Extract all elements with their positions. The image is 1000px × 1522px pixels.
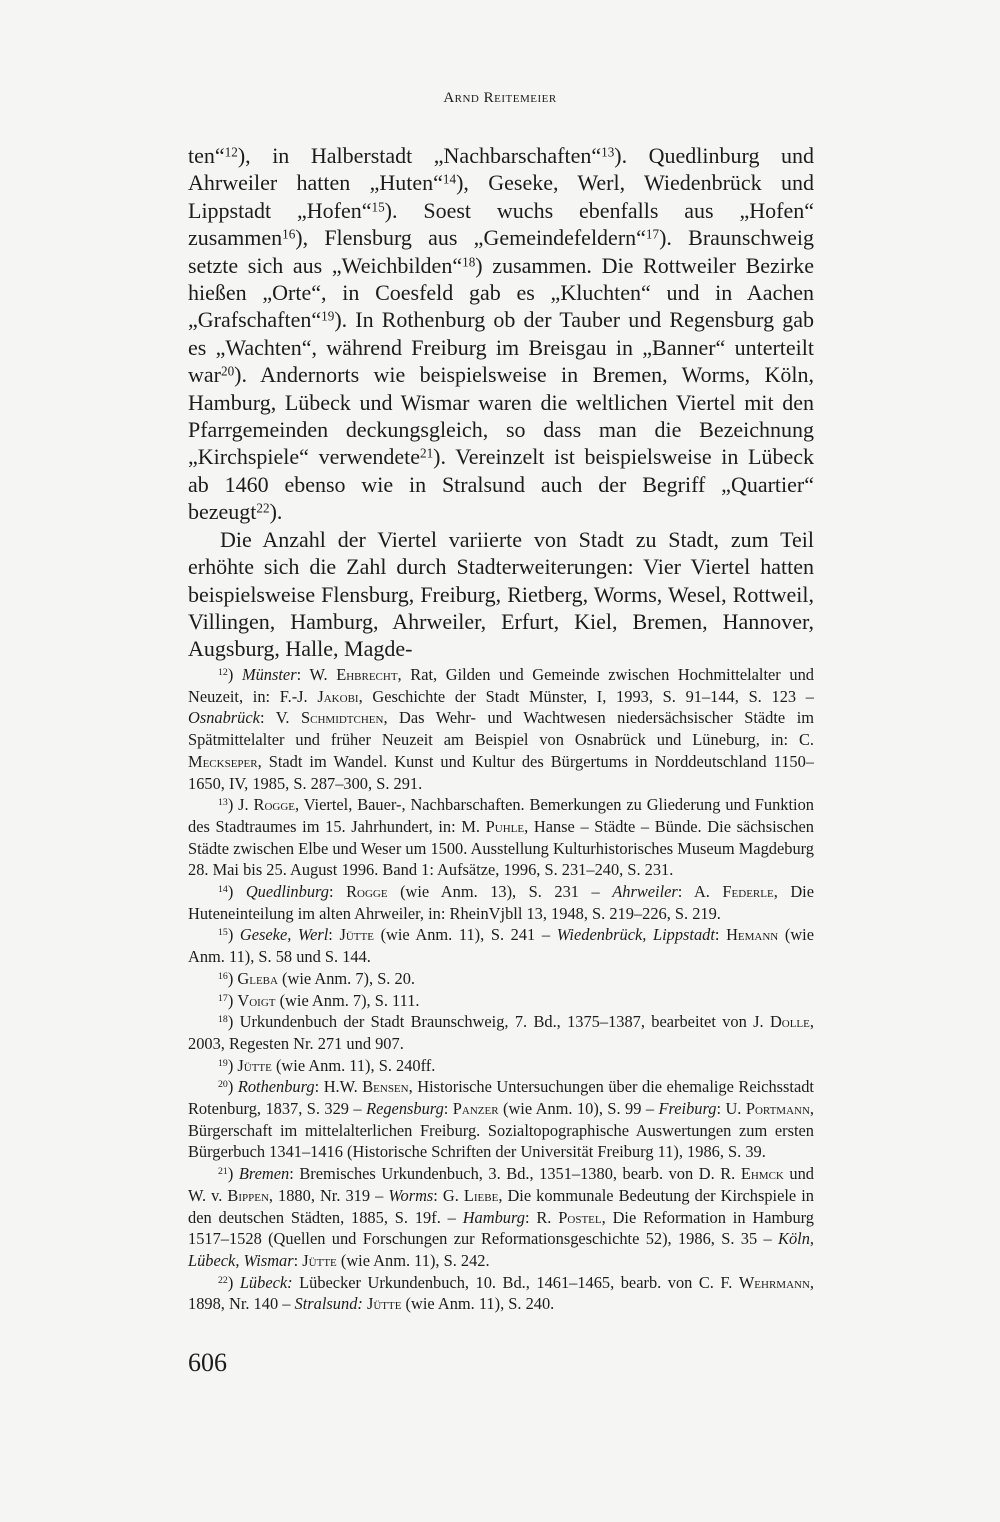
- author-name: Puhle: [485, 816, 525, 836]
- text-run: (wie Anm. 7), S. 20.: [277, 968, 415, 988]
- author-name: Dolle: [769, 1012, 810, 1032]
- note-reference: 14: [442, 171, 457, 187]
- note-reference: 21: [218, 1166, 228, 1178]
- note-reference: 20: [218, 1079, 228, 1091]
- text-run: ) Urkundenbuch der Stadt Braunschweig, 7. Bd., 1375–1387, bearbeitet von J.: [227, 1012, 770, 1032]
- italic-text: Wiedenbrück, Lippstadt: [556, 925, 715, 945]
- text-run: ): [227, 1164, 239, 1184]
- text-run: ): [227, 1077, 238, 1097]
- text-run: : H.W.: [314, 1077, 363, 1097]
- text-run: (wie Anm. 11), S. 241 –: [373, 925, 557, 945]
- text-run: :: [328, 925, 340, 945]
- author-name: Panzer: [452, 1099, 499, 1119]
- note-reference: 17: [645, 226, 660, 242]
- text-run: , Das Wehr- und Wachtwesen niedersächsischer Städte im Spätmittelalter und früher Neuzeit am Beispiel von Osnabrück und Lüneburg, in: C.: [188, 708, 814, 750]
- author-name: Jakobi: [317, 686, 359, 706]
- footnote-16: [188, 968, 814, 990]
- text-run: ) zusammen. Die Rottweiler Bezirke hießen „Orte“, in Coesfeld gab es „Kluchten“ und in Aachen „Grafschaften“: [188, 252, 814, 333]
- footnote-19: [188, 1055, 814, 1077]
- text-run: ). Vereinzelt ist beispielsweise in Lübeck ab 1460 ebenso wie in Stralsund auch der Begriff „Quartier“ bezeugt: [188, 444, 814, 525]
- text-run: : A.: [677, 882, 723, 902]
- text-run: (wie Anm. 11), S. 242.: [336, 1250, 490, 1270]
- text-run: (wie Anm. 13), S. 231 –: [387, 882, 613, 902]
- text-run: (wie Anm. 11), S. 58 und S. 144.: [188, 925, 814, 967]
- text-run: :: [293, 1250, 303, 1270]
- text-run: ): [227, 968, 238, 988]
- note-reference: 19: [321, 308, 335, 324]
- note-reference: 18: [218, 1014, 228, 1026]
- author-name: Postel: [558, 1207, 602, 1227]
- note-reference: 19: [218, 1057, 228, 1069]
- footnote-15: [188, 924, 814, 967]
- author-name: Jütte: [366, 1294, 402, 1314]
- text-run: , 1898, Nr. 140 –: [188, 1272, 815, 1314]
- paragraph-2: [188, 526, 814, 663]
- text-run: ).: [269, 499, 283, 525]
- note-reference: 13: [218, 797, 228, 809]
- paragraph-1: [188, 142, 814, 526]
- note-reference: 16: [218, 970, 228, 982]
- italic-text: Regensburg: [366, 1099, 444, 1119]
- author-name: Jütte: [237, 1055, 272, 1075]
- text-run: , Viertel, Bauer-, Nachbarschaften. Bemerkungen zu Gliederung und Funktion des Stadtraumes im 15. Jahrhundert, in: M.: [188, 795, 814, 836]
- text-run: ): [227, 1055, 238, 1075]
- text-run: (wie Anm. 11), S. 240.: [401, 1294, 555, 1314]
- italic-text: Hamburg: [462, 1207, 525, 1227]
- text-run: , Stadt im Wandel. Kunst und Kultur des Bürgertums in Norddeutschland 1150–1650, IV, 1985, S. 287–300, S. 291.: [188, 751, 814, 793]
- text-run: ): [227, 1272, 240, 1292]
- text-run: (wie Anm. 10), S. 99 –: [498, 1099, 659, 1119]
- text-run: :: [328, 882, 347, 902]
- italic-text: Bremen: [238, 1164, 290, 1184]
- author-name: Gleba: [237, 968, 278, 988]
- author-name: Jütte: [302, 1250, 337, 1270]
- text-run: ). Quedlinburg und Ahrweiler hatten „Huten“: [188, 143, 814, 196]
- italic-text: Freiburg: [658, 1099, 717, 1119]
- note-reference: 13: [601, 144, 615, 160]
- text-run: : V.: [259, 708, 302, 728]
- main-text: [188, 142, 814, 663]
- text-run: ), in Halberstadt „Nachbarschaften“: [237, 143, 602, 168]
- text-run: Lübecker Urkundenbuch, 10. Bd., 1461–1465, bearb. von C. F.: [292, 1272, 739, 1292]
- running-head: Arnd Reitemeier: [443, 90, 557, 106]
- text-run: , Die Reformation in Hamburg 1517–1528 (Quellen und Forschungen zur Reformationsgeschichte 52), 1986, S. 35 –: [188, 1207, 815, 1249]
- text-run: ten“: [188, 143, 225, 168]
- text-run: ) J.: [227, 795, 254, 815]
- text-run: ): [227, 925, 240, 945]
- text-run: ): [227, 665, 242, 684]
- text-run: :: [443, 1099, 453, 1119]
- text-run: , Rat, Gilden und Gemeinde zwischen Hochmittelalter und Neuzeit, in: F.-J.: [188, 665, 814, 706]
- footnote-12: [188, 664, 814, 794]
- text-run: , Die Huteneinteilung im alten Ahrweiler, in: RheinVjbll 13, 1948, S. 219–226, S. 219.: [188, 882, 814, 923]
- italic-text: Quedlinburg: [245, 882, 329, 902]
- author-name: Federle: [722, 882, 774, 902]
- note-reference: 17: [218, 992, 228, 1004]
- footnote-13: [188, 794, 814, 881]
- note-reference: 20: [220, 363, 235, 379]
- author-name: Voigt: [237, 990, 276, 1010]
- note-reference: 12: [218, 667, 228, 679]
- author-name: Meckseper: [188, 751, 258, 771]
- italic-text: Geseke, Werl: [239, 925, 329, 945]
- text-run: ): [227, 990, 238, 1010]
- author-name: Rogge: [346, 882, 388, 902]
- italic-text: Köln, Lübeck, Wismar: [188, 1229, 814, 1270]
- author-name: Ehbrecht: [336, 665, 398, 684]
- text-run: : Bremisches Urkundenbuch, 3. Bd., 1351–1380, bearb. von D. R.: [289, 1164, 741, 1184]
- italic-text: Lübeck:: [239, 1272, 293, 1292]
- italic-text: Rothenburg: [237, 1077, 315, 1097]
- italic-text: Ahrweiler: [612, 882, 678, 902]
- text-run: , Geschichte der Stadt Münster, I, 1993, S. 91–144, S. 123 –: [358, 686, 814, 706]
- footnote-14: [188, 881, 814, 924]
- text-run: , 2003, Regesten Nr. 271 und 907.: [188, 1012, 814, 1053]
- page-number: 606: [188, 1348, 227, 1377]
- footnote-18: [188, 1011, 814, 1054]
- text-run: , Die kommunale Bedeutung der Kirchspiele in den deutschen Städten, 1885, S. 19f. –: [188, 1185, 814, 1227]
- italic-text: Münster: [241, 665, 297, 684]
- author-name: Schmidtchen: [301, 708, 384, 728]
- text-run: , Historische Untersuchungen über die ehemalige Reichsstadt Rotenburg, 1837, S. 329 –: [188, 1077, 814, 1119]
- note-reference: 16: [282, 226, 296, 242]
- author-name: Bippen: [227, 1185, 269, 1205]
- text-run: ). Braunschweig setzte sich aus „Weichbilden“: [188, 225, 815, 278]
- author-name: Jütte: [339, 925, 374, 945]
- text-run: ): [227, 882, 246, 902]
- text-run: : G.: [433, 1185, 464, 1205]
- text-run: und W. v.: [188, 1164, 814, 1205]
- text-run: : R.: [524, 1207, 559, 1227]
- italic-text: Stralsund:: [294, 1294, 363, 1314]
- note-reference: 12: [224, 144, 238, 160]
- author-name: Liebe: [463, 1185, 499, 1205]
- footnote-21: [188, 1163, 814, 1272]
- author-name: Hemann: [726, 925, 779, 945]
- author-name: Wehrmann: [738, 1272, 810, 1292]
- author-name: Bensen: [362, 1077, 409, 1097]
- footnote-20: [188, 1076, 814, 1163]
- text-run: ), Geseke, Werl, Wiedenbrück und Lippstadt „Hofen“: [188, 170, 814, 223]
- footnote-22: [188, 1272, 814, 1315]
- note-reference: 22: [256, 500, 270, 516]
- note-reference: 18: [462, 254, 476, 270]
- note-reference: 15: [371, 199, 385, 215]
- text-run: (wie Anm. 11), S. 240ff.: [271, 1055, 436, 1075]
- author-name: Ehmck: [740, 1164, 784, 1184]
- italic-text: Worms: [388, 1185, 434, 1205]
- text-run: Die Anzahl der Viertel variierte von Stadt zu Stadt, zum Teil erhöhte sich die Zahl durch Stadterweiterungen: Vier Viertel hatten beispielsweise Flensburg, Freiburg, Rietberg, Worms, Wesel, Rottweil, Villingen, Hamburg, Ahrweiler, Erfurt, Kiel, Bremen, Hannover, Augsburg, Halle, Magde-: [188, 526, 814, 662]
- text-run: : W.: [296, 665, 337, 684]
- text-run: ). In Rothenburg ob der Tauber und Regensburg gab es „Wachten“, während Freiburg im Breisgau in „Banner“ unterteilt war: [188, 307, 814, 388]
- note-reference: 15: [218, 927, 228, 939]
- note-reference: 14: [218, 884, 228, 896]
- text-run: : U.: [716, 1099, 746, 1119]
- text-run: , Bürgerschaft im mittelalterlichen Freiburg. Sozialtopographische Auswertungen zum ersten Bürgerbuch 1341–1416 (Historische Schriften der Universität Freiburg 11), 1986, S. 39.: [188, 1099, 815, 1162]
- note-reference: 22: [218, 1274, 228, 1286]
- note-reference: 21: [419, 445, 434, 461]
- text-run: , Hanse – Städte – Bünde. Die sächsischen Städte zwischen Elbe und Weser um 1500. Ausstellung Kulturhistorisches Museum Magdeburg 28. Mai bis 25. August 1996. Band 1: Aufsätze, 1996, S. 231–240, S. 231.: [188, 816, 814, 880]
- text-run: :: [714, 925, 727, 945]
- italic-text: Osnabrück: [188, 708, 260, 728]
- text-run: (wie Anm. 7), S. 111.: [275, 990, 420, 1010]
- text-run: ). Andernorts wie beispielsweise in Bremen, Worms, Köln, Hamburg, Lübeck und Wismar waren die weltlichen Viertel mit den Pfarrgemeinden deckungsgleich, so dass man die Bezeichnung „Kirchspiele“ verwendete: [188, 362, 814, 470]
- text-run: ). Soest wuchs ebenfalls aus „Hofen“ zusammen: [188, 197, 814, 251]
- footnotes: [188, 664, 814, 1315]
- text-run: , 1880, Nr. 319 –: [268, 1185, 389, 1205]
- author-name: Portmann: [745, 1099, 810, 1119]
- author-name: Rogge: [253, 795, 296, 815]
- text-run: ), Flensburg aus „Gemeindefeldern“: [295, 225, 646, 251]
- footnote-17: [188, 990, 814, 1012]
